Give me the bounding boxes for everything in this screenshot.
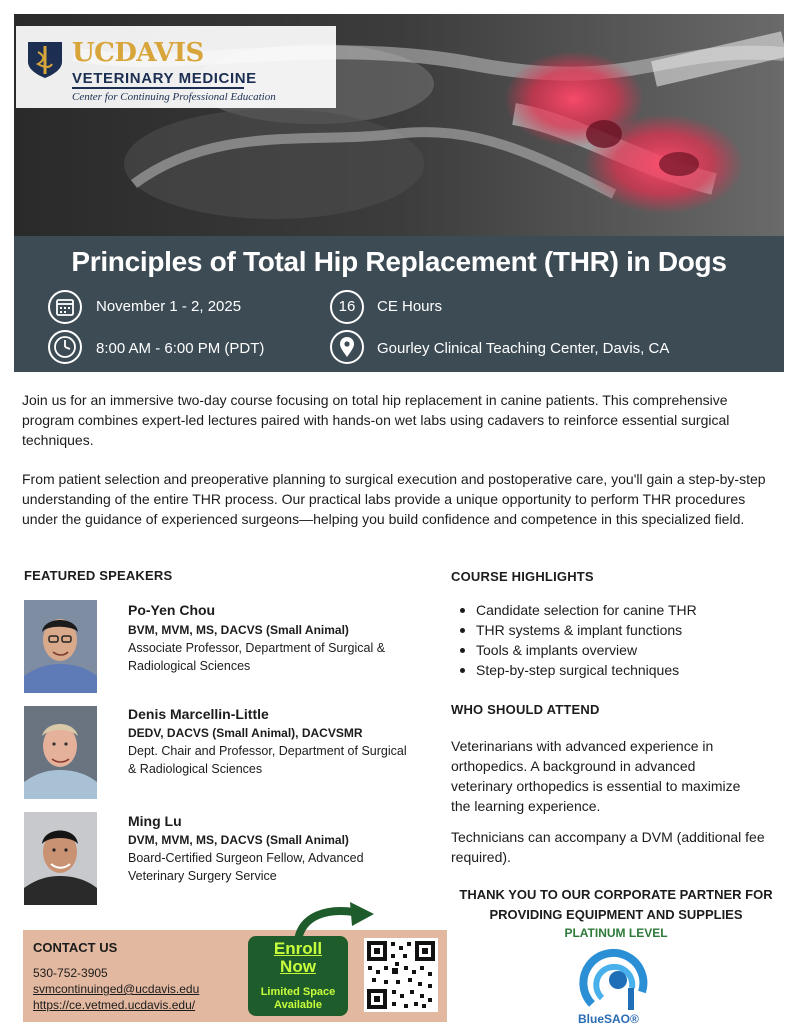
contact-heading: CONTACT US (33, 940, 118, 955)
contact-email-link[interactable]: svmcontinuinged@ucdavis.edu (33, 982, 200, 996)
course-highlights-heading: COURSE HIGHLIGHTS (451, 569, 594, 584)
partner-thanks: THANK YOU TO OUR CORPORATE PARTNER FOR PROVIDING EQUIPMENT AND SUPPLIES (459, 887, 773, 922)
logo-uc-text: UCDAVIS (72, 38, 204, 68)
shield-icon (26, 40, 64, 80)
intro-paragraph-2: From patient selection and preoperative planning to surgical execution and postoperative care, you'll gain a step-by-step understanding of the entire THR process. Our practical labs provide a unique opportunity to perform THR procedures under the guidance of experienced surgeons—helping you build confidence and competence in this specialized field. (22, 471, 766, 527)
speaker-name: Po-Yen Chou (128, 602, 216, 618)
speaker-credentials: DEDV, DACVS (Small Animal), DACVSMR (128, 726, 363, 740)
enroll-now-label: Enroll Now (273, 939, 323, 976)
calendar-icon (48, 290, 82, 324)
page-title: Principles of Total Hip Replacement (THR) in Dogs (71, 246, 727, 277)
logo-center-text: Center for Continuing Professional Education (72, 91, 276, 103)
logo-divider (72, 87, 244, 89)
enroll-subtext: Limited Space Available (260, 986, 336, 1011)
speaker-name: Denis Marcellin-Little (128, 706, 269, 722)
bluesao-wordmark: BlueSAO® (578, 1012, 639, 1026)
ce-hours-number: 16 (338, 298, 356, 315)
speaker-photo (24, 706, 97, 799)
enroll-now-button[interactable] (248, 936, 348, 1016)
speaker-photo (24, 812, 97, 905)
speaker-name: Ming Lu (128, 813, 182, 829)
hero-section (14, 14, 784, 372)
contact-phone[interactable]: 530-752-3905 (33, 966, 108, 980)
list-item: Tools & implants overview (456, 640, 697, 660)
speaker-photo (24, 600, 97, 693)
highlights-list (456, 600, 697, 680)
contact-website-link[interactable]: https://ce.vetmed.ucdavis.edu/ (33, 998, 196, 1012)
speaker-role: Associate Professor, Department of Surgical & Radiological Sciences (128, 641, 386, 673)
location-pin-icon (330, 330, 364, 364)
title-banner (14, 236, 784, 372)
clock-icon (48, 330, 82, 364)
event-location: Gourley Clinical Teaching Center, Davis, CA (377, 340, 670, 357)
who-should-attend-heading: WHO SHOULD ATTEND (451, 702, 600, 717)
ucdavis-logo (16, 26, 336, 108)
qr-code-icon[interactable] (364, 938, 438, 1012)
attend-paragraph-1: Veterinarians with advanced experience in orthopedics. A background in advanced veterinary orthopedics is essential to maximize the learning experience. (451, 738, 741, 814)
speaker-role: Dept. Chair and Professor, Department of Surgical & Radiological Sciences (128, 744, 407, 776)
speaker-credentials: BVM, MVM, MS, DACVS (Small Animal) (128, 623, 349, 637)
event-time: 8:00 AM - 6:00 PM (PDT) (96, 340, 265, 357)
platinum-level-label: PLATINUM LEVEL (564, 926, 668, 940)
logo-vetmed-text: VETERINARY MEDICINE (72, 70, 257, 87)
list-item: Step-by-step surgical techniques (456, 660, 697, 680)
ce-hours-label: CE Hours (377, 298, 443, 315)
list-item: Candidate selection for canine THR (456, 600, 697, 620)
speaker-credentials: DVM, MVM, MS, DACVS (Small Animal) (128, 833, 349, 847)
list-item: THR systems & implant functions (456, 620, 697, 640)
attend-paragraph-2: Technicians can accompany a DVM (additional fee required). (451, 829, 765, 865)
featured-speakers-heading: FEATURED SPEAKERS (24, 568, 173, 583)
event-date: November 1 - 2, 2025 (96, 298, 242, 315)
intro-paragraph-1: Join us for an immersive two-day course focusing on total hip replacement in canine patients. This comprehensive program combines expert-led lectures paired with hands-on wet labs using cadavers to reinforce essential surgical techniques. (22, 392, 730, 448)
speaker-role: Board-Certified Surgeon Fellow, Advanced Veterinary Surgery Service (128, 851, 364, 883)
